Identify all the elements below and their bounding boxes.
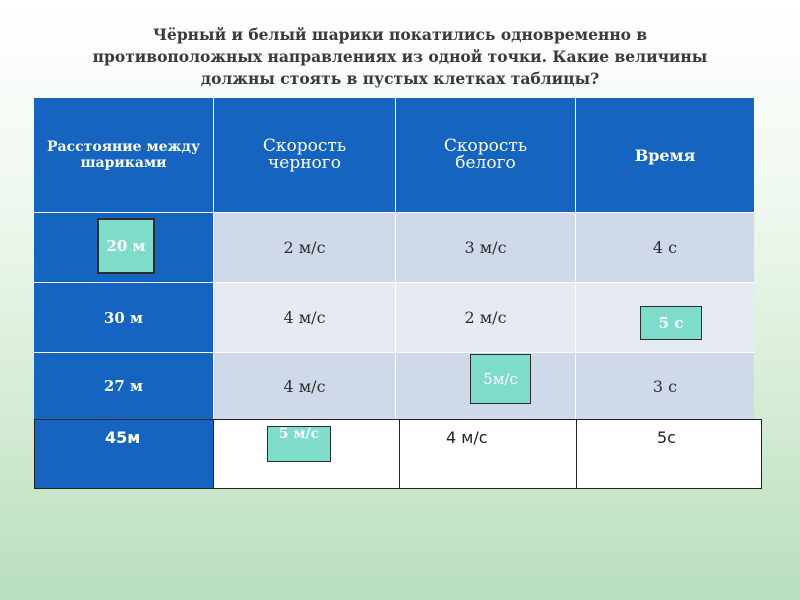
answer-row1-distance: 20 м: [97, 218, 155, 274]
table-cell-r2-black: 4 м/с: [214, 282, 396, 352]
header-distance: Расстояние между шариками: [34, 98, 214, 212]
table-cell-r4-distance: 45м: [34, 419, 214, 489]
header-time: Время: [576, 98, 754, 212]
answer-row2-time: 5 с: [640, 306, 702, 340]
title-line-2: противоположных направлениях из одной точки. Какие величины: [92, 47, 708, 66]
header-black-speed: Скорость черного: [214, 98, 396, 212]
table-cell-r1-black: 2 м/с: [214, 212, 396, 282]
table-cell-r4-white: 4 м/с: [399, 419, 577, 489]
table-cell-r3-distance: 27 м: [34, 352, 214, 419]
table-cell-r3-time: 3 с: [576, 352, 754, 419]
answer-row4-black-speed: 5 м/с: [267, 426, 331, 462]
table-cell-r1-white: 3 м/с: [396, 212, 576, 282]
table-cell-r4-time: 5с: [576, 419, 762, 489]
table-cell-r3-black: 4 м/с: [214, 352, 396, 419]
table-cell-r2-white: 2 м/с: [396, 282, 576, 352]
answer-row3-white-speed: 5м/с: [470, 354, 531, 404]
header-white-speed: Скорость белого: [396, 98, 576, 212]
title-line-1: Чёрный и белый шарики покатились одновременно в: [152, 25, 648, 44]
title-line-3: должны стоять в пустых клетках таблицы?: [200, 69, 600, 88]
problem-statement: [40, 24, 760, 90]
table-cell-r2-distance: 30 м: [34, 282, 214, 352]
table-cell-r1-time: 4 с: [576, 212, 754, 282]
